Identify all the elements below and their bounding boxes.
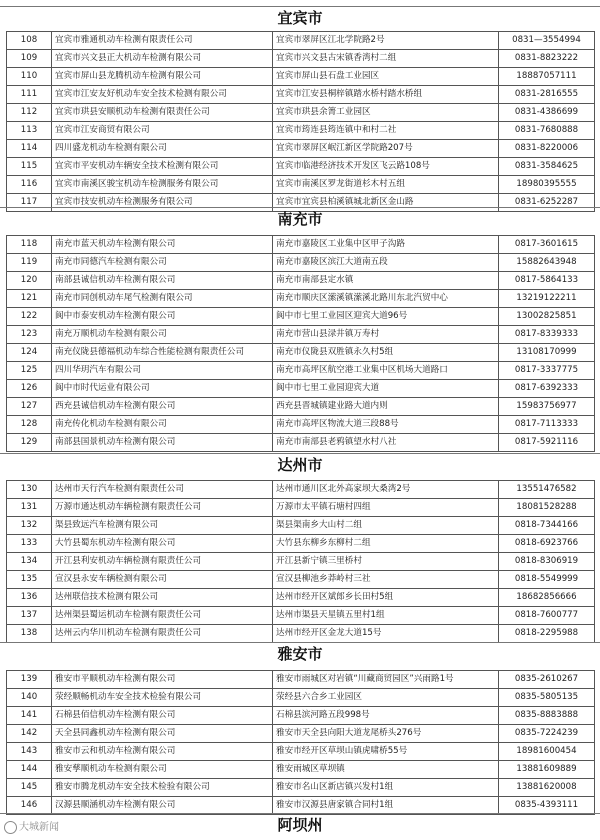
- company-address: 万源市太平镇石塘村四组: [273, 499, 499, 517]
- city-header: 南充市: [277, 210, 323, 228]
- row-number: 142: [7, 725, 52, 743]
- company-phone: 0831-8823222: [499, 50, 595, 68]
- row-number: 116: [7, 176, 52, 194]
- company-phone: 18682856666: [499, 589, 595, 607]
- company-name: 石棉县佰信机动车检测有限公司: [52, 707, 273, 725]
- table-row: [7, 32, 595, 50]
- company-address: 雅安市天全县向阳大道龙尾桥头276号: [273, 725, 499, 743]
- table-row: [7, 707, 595, 725]
- table-row: [7, 362, 595, 380]
- table-row: [7, 535, 595, 553]
- company-phone: 0817-3601615: [499, 236, 595, 254]
- company-address: 宣汉县柳池乡莽岭村三社: [273, 571, 499, 589]
- company-name: 宜宾市江安商贸有限公司: [52, 122, 273, 140]
- company-name: 阆中市泰安机动车检测有限公司: [52, 308, 273, 326]
- row-number: 144: [7, 761, 52, 779]
- company-phone: 0818-2295988: [499, 625, 595, 643]
- company-address: 宜宾市宜宾县柏溪镇城北新区金山路: [273, 194, 499, 212]
- company-name: 南充市同德汽车检测有限公司: [52, 254, 273, 272]
- city-header: 达州市: [277, 456, 323, 474]
- company-name: 雅安市平顺机动车检测有限公司: [52, 671, 273, 689]
- row-number: 140: [7, 689, 52, 707]
- company-address: 宜宾市翠屏区岷江新区学院路207号: [273, 140, 499, 158]
- company-name: 雅安市腾龙机动车安全技术检验有限公司: [52, 779, 273, 797]
- row-number: 123: [7, 326, 52, 344]
- company-name: 宜宾市屏山县龙腾机动车检测有限公司: [52, 68, 273, 86]
- table-row: [7, 625, 595, 643]
- company-address: 南充市嘉陵区工业集中区甲子沟路: [273, 236, 499, 254]
- company-address: 南充市南部县定水镇: [273, 272, 499, 290]
- company-name: 宜宾市南溪区骏宝机动车检测服务有限公司: [52, 176, 273, 194]
- company-phone: 0817-5864133: [499, 272, 595, 290]
- company-name: 四川华玥汽车有限公司: [52, 362, 273, 380]
- company-name: 宜宾市平安机动车辆安全技术检测有限公司: [52, 158, 273, 176]
- company-name: 南充仪陇县德福机动车综合性能检测有限责任公司: [52, 344, 273, 362]
- row-number: 115: [7, 158, 52, 176]
- table-row: [7, 761, 595, 779]
- company-phone: 0817-8339333: [499, 326, 595, 344]
- table-row: [7, 50, 595, 68]
- company-address: 宜宾市筠连县筠连镇中和村二社: [273, 122, 499, 140]
- company-table: [6, 235, 595, 452]
- company-address: 南充市高坪区航空港工业集中区机场大道路口: [273, 362, 499, 380]
- company-address: 阆中市七里工业园区迎宾大道96号: [273, 308, 499, 326]
- company-phone: 0835-5805135: [499, 689, 595, 707]
- company-address: 西充县晋城镇建业路大道内则: [273, 398, 499, 416]
- company-name: 开江县利安机动车辆检测有限责任公司: [52, 553, 273, 571]
- row-number: 126: [7, 380, 52, 398]
- company-address: 宜宾市屏山县石盘工业园区: [273, 68, 499, 86]
- row-number: 139: [7, 671, 52, 689]
- row-number: 114: [7, 140, 52, 158]
- company-phone: 0835-4393111: [499, 797, 595, 815]
- row-number: 118: [7, 236, 52, 254]
- table-row: [7, 140, 595, 158]
- company-name: 大竹县蜀东机动车检测有限公司: [52, 535, 273, 553]
- company-address: 南充市顺庆区潆溪镇潆溪北路川东北汽贸中心: [273, 290, 499, 308]
- row-number: 119: [7, 254, 52, 272]
- row-number: 138: [7, 625, 52, 643]
- table-row: [7, 743, 595, 761]
- table-row: [7, 797, 595, 815]
- company-phone: 0817-3337775: [499, 362, 595, 380]
- row-number: 132: [7, 517, 52, 535]
- company-phone: 18981600454: [499, 743, 595, 761]
- company-phone: 13551476582: [499, 481, 595, 499]
- company-phone: 18081528288: [499, 499, 595, 517]
- table-row: [7, 607, 595, 625]
- company-name: 宜宾市兴文县正大机动车检测有限公司: [52, 50, 273, 68]
- company-address: 石棉县滨河路五段998号: [273, 707, 499, 725]
- company-phone: 15983756977: [499, 398, 595, 416]
- row-number: 125: [7, 362, 52, 380]
- section-divider: [0, 813, 600, 814]
- company-name: 达州市天行汽车检测有限责任公司: [52, 481, 273, 499]
- row-number: 129: [7, 434, 52, 452]
- company-phone: 0831-6252287: [499, 194, 595, 212]
- company-address: 荥经县六合乡工业园区: [273, 689, 499, 707]
- company-name: 宜宾市江安友好机动车安全技术检测有限公司: [52, 86, 273, 104]
- table-row: [7, 272, 595, 290]
- company-name: 西充县诚信机动车检测有限公司: [52, 398, 273, 416]
- row-number: 127: [7, 398, 52, 416]
- company-phone: 0835-2610267: [499, 671, 595, 689]
- row-number: 145: [7, 779, 52, 797]
- company-phone: 13881620008: [499, 779, 595, 797]
- company-phone: 0818-6923766: [499, 535, 595, 553]
- row-number: 117: [7, 194, 52, 212]
- company-address: 南充市南部县老鸦镇望水村八社: [273, 434, 499, 452]
- company-address: 开江县新宁镇三里桥村: [273, 553, 499, 571]
- company-address: 雅安市汉源县唐家镇合同村1组: [273, 797, 499, 815]
- company-name: 南部县诚信机动车检测有限公司: [52, 272, 273, 290]
- company-address: 南充市高坪区物流大道三段88号: [273, 416, 499, 434]
- company-address: 宜宾市江安县桐梓镇踏水桥村踏水桥组: [273, 86, 499, 104]
- city-header: 宜宾市: [277, 9, 323, 27]
- table-row: [7, 671, 595, 689]
- table-row: [7, 236, 595, 254]
- table-row: [7, 398, 595, 416]
- company-phone: 13108170999: [499, 344, 595, 362]
- company-name: 阆中市时代运业有限公司: [52, 380, 273, 398]
- section-divider: [0, 6, 600, 7]
- row-number: 131: [7, 499, 52, 517]
- company-name: 雅安市云和机动车检测有限公司: [52, 743, 273, 761]
- company-phone: 0831-2816555: [499, 86, 595, 104]
- table-row: [7, 344, 595, 362]
- company-address: 南充市嘉陵区滨江大道南五段: [273, 254, 499, 272]
- table-row: [7, 290, 595, 308]
- company-phone: 15882643948: [499, 254, 595, 272]
- table-row: [7, 308, 595, 326]
- company-address: 南充市仪陇县双胜镇永久村5组: [273, 344, 499, 362]
- company-phone: 0818-7600777: [499, 607, 595, 625]
- row-number: 141: [7, 707, 52, 725]
- section-divider: [0, 642, 600, 643]
- section-divider: [0, 207, 600, 208]
- company-name: 南充传化机动车检测有限公司: [52, 416, 273, 434]
- table-row: [7, 434, 595, 452]
- row-number: 146: [7, 797, 52, 815]
- table-row: [7, 326, 595, 344]
- company-address: 渠县渠南乡大山村二组: [273, 517, 499, 535]
- company-address: 雅安市名山区新店镇兴发村1组: [273, 779, 499, 797]
- watermark: [4, 818, 59, 834]
- row-number: 133: [7, 535, 52, 553]
- table-row: [7, 86, 595, 104]
- company-phone: 0818-7344166: [499, 517, 595, 535]
- company-address: 雅安雨城区草坝镇: [273, 761, 499, 779]
- table-row: [7, 254, 595, 272]
- company-name: 宜宾市雅通机动车检测有限责任公司: [52, 32, 273, 50]
- table-row: [7, 553, 595, 571]
- row-number: 113: [7, 122, 52, 140]
- company-address: 南充市营山县渌井镇万寿村: [273, 326, 499, 344]
- city-header: 阿坝州: [277, 816, 323, 834]
- table-row: [7, 517, 595, 535]
- company-name: 宣汉县永安车辆检测有限公司: [52, 571, 273, 589]
- row-number: 130: [7, 481, 52, 499]
- row-number: 143: [7, 743, 52, 761]
- company-phone: 13002825851: [499, 308, 595, 326]
- company-table: [6, 480, 595, 643]
- company-name: 南充市蓝天机动车检测有限公司: [52, 236, 273, 254]
- company-phone: 0818-8306919: [499, 553, 595, 571]
- company-address: 雅安市雨城区对岩镇“川藏商贸园区”兴雨路1号: [273, 671, 499, 689]
- row-number: 135: [7, 571, 52, 589]
- company-name: 四川盛龙机动车检测有限公司: [52, 140, 273, 158]
- table-row: [7, 158, 595, 176]
- row-number: 109: [7, 50, 52, 68]
- company-phone: 0831-3584625: [499, 158, 595, 176]
- row-number: 134: [7, 553, 52, 571]
- row-number: 112: [7, 104, 52, 122]
- company-phone: 13881609889: [499, 761, 595, 779]
- row-number: 124: [7, 344, 52, 362]
- company-phone: 0835-8883888: [499, 707, 595, 725]
- company-phone: 18887057111: [499, 68, 595, 86]
- company-phone: 18980395555: [499, 176, 595, 194]
- company-name: 雅安孳顺机动车检测有限公司: [52, 761, 273, 779]
- company-address: 达州市经开区金龙大道15号: [273, 625, 499, 643]
- company-name: 万源市通达机动车辆检测有限责任公司: [52, 499, 273, 517]
- company-phone: 13219122211: [499, 290, 595, 308]
- watermark-logo-icon: [4, 821, 17, 834]
- company-name: 达州云内华川机动车检测有限责任公司: [52, 625, 273, 643]
- table-row: [7, 104, 595, 122]
- company-table: [6, 31, 595, 212]
- table-row: [7, 122, 595, 140]
- row-number: 122: [7, 308, 52, 326]
- table-row: [7, 68, 595, 86]
- company-address: 宜宾市南溪区罗龙街道杉木村五组: [273, 176, 499, 194]
- company-table: [6, 670, 595, 815]
- company-name: 南充万顺机动车检测有限公司: [52, 326, 273, 344]
- company-address: 宜宾市临港经济技术开发区飞云路108号: [273, 158, 499, 176]
- row-number: 111: [7, 86, 52, 104]
- company-phone: 0817-6392333: [499, 380, 595, 398]
- company-address: 达州市经开区斌郎乡长田村5组: [273, 589, 499, 607]
- company-name: 宜宾市珙县安顺机动车检测有限责任公司: [52, 104, 273, 122]
- row-number: 110: [7, 68, 52, 86]
- row-number: 121: [7, 290, 52, 308]
- table-row: [7, 725, 595, 743]
- company-address: 阆中市七里工业园迎宾大道: [273, 380, 499, 398]
- table-row: [7, 571, 595, 589]
- watermark-text: 大城新闻: [19, 822, 59, 833]
- table-row: [7, 416, 595, 434]
- company-address: 达州市通川区北外高家坝大桑湾2号: [273, 481, 499, 499]
- table-row: [7, 589, 595, 607]
- company-phone: 0817-7113333: [499, 416, 595, 434]
- table-row: [7, 779, 595, 797]
- company-address: 宜宾市翠屏区江北学院路2号: [273, 32, 499, 50]
- company-address: 宜宾市珙县余箐工业园区: [273, 104, 499, 122]
- table-row: [7, 689, 595, 707]
- company-name: 南部县国景机动车检测有限公司: [52, 434, 273, 452]
- company-phone: 0818-5549999: [499, 571, 595, 589]
- company-name: 南充市同创机动车尾气检测有限公司: [52, 290, 273, 308]
- company-address: 宜宾市兴文县古宋镇香湾村二组: [273, 50, 499, 68]
- table-row: [7, 481, 595, 499]
- company-name: 汉源县顺涵机动车检测有限公司: [52, 797, 273, 815]
- company-phone: 0831—3554994: [499, 32, 595, 50]
- table-row: [7, 499, 595, 517]
- company-address: 大竹县东柳乡东柳村二组: [273, 535, 499, 553]
- row-number: 120: [7, 272, 52, 290]
- row-number: 136: [7, 589, 52, 607]
- company-name: 天全县同鑫机动车检测有限公司: [52, 725, 273, 743]
- company-phone: 0831-8220006: [499, 140, 595, 158]
- company-phone: 0831-4386699: [499, 104, 595, 122]
- company-phone: 0835-7224239: [499, 725, 595, 743]
- company-phone: 0817-5921116: [499, 434, 595, 452]
- row-number: 128: [7, 416, 52, 434]
- company-address: 达州市渠县天星镇五里村1组: [273, 607, 499, 625]
- company-name: 达州联信技术检测有限公司: [52, 589, 273, 607]
- company-name: 达州渠县蜀运机动车检测有限责任公司: [52, 607, 273, 625]
- table-row: [7, 380, 595, 398]
- company-name: 荥经顺畅机动车安全技术检验有限公司: [52, 689, 273, 707]
- row-number: 137: [7, 607, 52, 625]
- company-address: 雅安市经开区草坝山镇虎啸桥55号: [273, 743, 499, 761]
- city-header: 雅安市: [277, 645, 323, 663]
- row-number: 108: [7, 32, 52, 50]
- company-phone: 0831-7680888: [499, 122, 595, 140]
- company-name: 渠县致远汽车检测有限公司: [52, 517, 273, 535]
- section-divider: [0, 453, 600, 454]
- company-name: 宜宾市技安机动车检测服务有限公司: [52, 194, 273, 212]
- table-row: [7, 176, 595, 194]
